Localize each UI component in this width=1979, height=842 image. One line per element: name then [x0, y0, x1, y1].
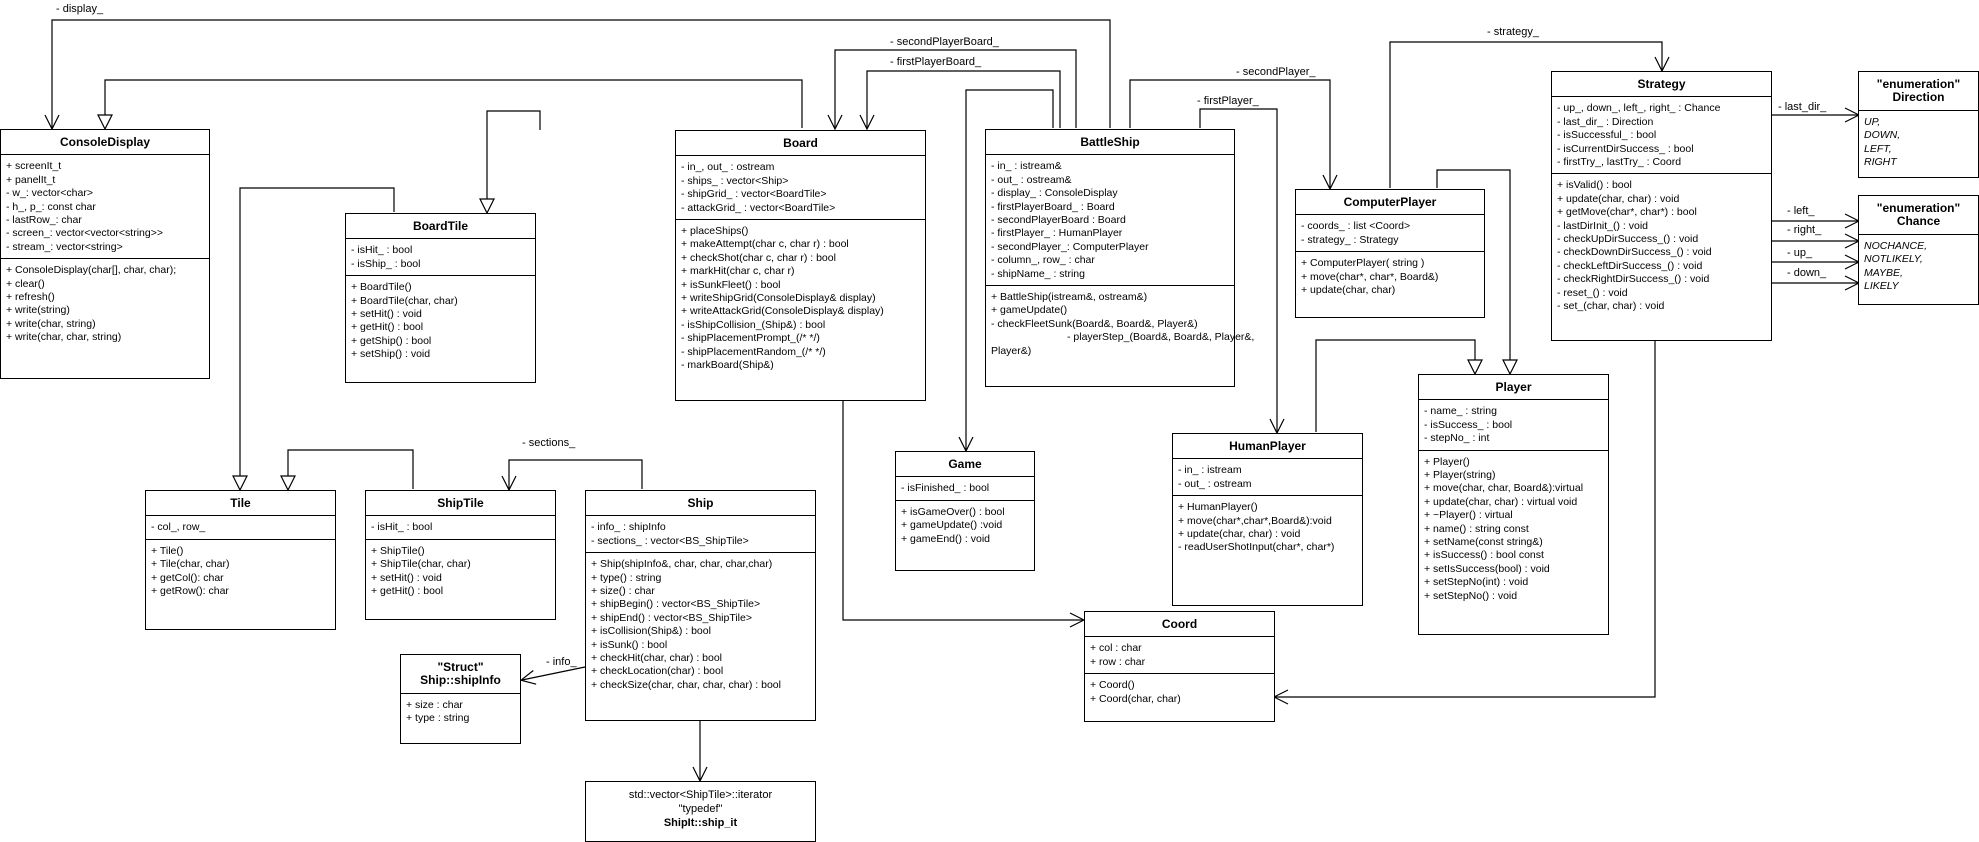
- operation: - shipPlacementPrompt_(/* */): [681, 332, 820, 345]
- typedef-line3: ShipIt::ship_it: [663, 817, 738, 829]
- operation: - checkUpDirSuccess_() : void: [1557, 233, 1699, 246]
- operation: - checkRightDirSuccess_() : void: [1557, 273, 1710, 286]
- attribute: - isSuccessful_ : bool: [1557, 129, 1657, 142]
- typedef-line1: std::vector<ShipTile>::iterator: [628, 789, 773, 801]
- operation: + write(char, string): [6, 317, 96, 330]
- operation: + writeAttackGrid(ConsoleDisplay& display): [681, 305, 884, 318]
- operation: Player&): [991, 344, 1032, 357]
- label-first-player: - firstPlayer_: [1197, 95, 1259, 107]
- operation: + Player(string): [1424, 469, 1496, 482]
- attribute: - in_ : istream&: [991, 160, 1062, 173]
- operation: + isValid() : bool: [1557, 179, 1632, 192]
- enum-chance: [1858, 195, 1979, 305]
- operations-section: [1419, 451, 1608, 607]
- attribute: + row : char: [1090, 655, 1146, 668]
- enum-value: MAYBE,: [1864, 266, 1903, 279]
- attribute: - in_, out_ : ostream: [681, 161, 775, 174]
- attributes-section: [1419, 400, 1608, 450]
- attribute: - up_, down_, left_, right_ : Chance: [1557, 102, 1721, 115]
- attributes-section: [146, 516, 335, 539]
- operation: + getCol(): char: [151, 571, 224, 584]
- class-header: [676, 131, 925, 156]
- attributes-section: [1, 155, 209, 259]
- class-ship: [585, 490, 816, 721]
- edge-shiptile-tile: [288, 450, 413, 489]
- class-header: [1859, 196, 1978, 235]
- class-name: ConsoleDisplay: [59, 135, 151, 149]
- operation: + isSuccess() : bool const: [1424, 549, 1544, 562]
- operations-section: [1296, 252, 1484, 301]
- operations-section: [896, 501, 1034, 550]
- operation: + getHit() : bool: [371, 585, 444, 598]
- class-game: [895, 451, 1035, 571]
- class-computer-player: [1295, 189, 1485, 318]
- operation: + write(string): [6, 304, 70, 317]
- class-board-tile: [345, 213, 536, 383]
- operations-section: [1, 259, 209, 348]
- operation: + setName(const string&): [1424, 536, 1543, 549]
- operation: + gameUpdate() :void: [901, 519, 1003, 532]
- operation: + BattleShip(istream&, ostream&): [991, 291, 1148, 304]
- operation: + getRow(): char: [151, 585, 229, 598]
- class-header: [1859, 72, 1978, 111]
- edge-first-board: [867, 71, 1060, 128]
- operation: + isSunkFleet() : bool: [681, 278, 781, 291]
- class-header: [1, 130, 209, 155]
- attribute: + col : char: [1090, 642, 1142, 655]
- operation: + Player(): [1424, 455, 1470, 468]
- operation: - checkDownDirSuccess_() : void: [1557, 246, 1712, 259]
- class-player: [1418, 374, 1609, 635]
- attribute: - column_, row_ : char: [991, 254, 1095, 267]
- attribute: - isHit_ : bool: [351, 244, 413, 257]
- class-name: Direction: [1892, 90, 1945, 105]
- class-tile: [145, 490, 336, 630]
- class-name: Coord: [1161, 617, 1198, 631]
- operation: + Tile(): [151, 544, 184, 557]
- class-coord: [1084, 611, 1275, 722]
- enum-direction: [1858, 71, 1979, 178]
- attribute: - isShip_ : bool: [351, 257, 421, 270]
- edge-sections: [509, 460, 642, 489]
- attribute: - strategy_ : Strategy: [1301, 233, 1399, 246]
- operation: + ShipTile(char, char): [371, 558, 471, 571]
- edge-board-console: [105, 80, 802, 128]
- attributes-section: [366, 516, 555, 539]
- class-ship-tile: [365, 490, 556, 620]
- operations-section: [366, 540, 555, 603]
- operation: - reset_() : void: [1557, 286, 1628, 299]
- class-header: [1296, 190, 1484, 215]
- operation: + isCollision(Ship&) : bool: [591, 625, 711, 638]
- enum-value: LEFT,: [1864, 142, 1892, 155]
- operation: - readUserShotInput(char*, char*): [1178, 541, 1335, 554]
- operation: + gameUpdate(): [991, 304, 1068, 317]
- attributes-section: [586, 516, 815, 553]
- attribute: - out_ : ostream&: [991, 173, 1072, 186]
- label-info: - info_: [546, 656, 577, 668]
- class-name: Strategy: [1637, 77, 1686, 91]
- operation: + BoardTile(): [351, 281, 412, 294]
- operation: + update(char, char) : virtual void: [1424, 495, 1578, 508]
- class-header: [366, 491, 555, 516]
- operation: - playerStep_(Board&, Board&, Player&,: [1067, 331, 1255, 344]
- class-header: [346, 214, 535, 239]
- attributes-section: [1085, 637, 1274, 674]
- attribute: - firstPlayerBoard_ : Board: [991, 200, 1115, 213]
- class-header: [586, 491, 815, 516]
- attribute: - coords_ : list <Coord>: [1301, 220, 1411, 233]
- attribute: - screen_: vector<vector<string>>: [6, 227, 163, 240]
- enum-values: [1859, 111, 1978, 174]
- operation: + writeShipGrid(ConsoleDisplay& display): [681, 292, 876, 305]
- attributes-section: [1552, 97, 1771, 174]
- class-name: Player: [1495, 380, 1532, 394]
- operation: - set_(char, char) : void: [1557, 300, 1665, 313]
- operation: + name() : string const: [1424, 522, 1529, 535]
- operation: - markBoard(Ship&): [681, 359, 774, 372]
- attribute: - lastRow_: char: [6, 214, 82, 227]
- attribute: - firstTry_, lastTry_ : Coord: [1557, 156, 1682, 169]
- enum-value: NOTLIKELY,: [1864, 253, 1923, 266]
- operation: + ComputerPlayer( string ): [1301, 257, 1425, 270]
- operation: + placeShips(): [681, 225, 749, 238]
- operation: + Tile(char, char): [151, 558, 230, 571]
- attribute: - sections_ : vector<BS_ShipTile>: [591, 534, 749, 547]
- enum-value: UP,: [1864, 115, 1881, 128]
- attribute: - isFinished_ : bool: [901, 482, 990, 495]
- operations-section: [1173, 496, 1362, 559]
- class-human-player: [1172, 433, 1363, 606]
- label-down: - down_: [1787, 267, 1827, 279]
- operation: - checkLeftDirSuccess_() : void: [1557, 259, 1703, 272]
- class-board: [675, 130, 926, 401]
- operation: + size() : char: [591, 585, 655, 598]
- attribute: - display_ : ConsoleDisplay: [991, 187, 1118, 200]
- class-header: [1419, 375, 1608, 400]
- operation: - isShipCollision_(Ship&) : bool: [681, 318, 826, 331]
- attribute: - stepNo_ : int: [1424, 432, 1490, 445]
- operation: + Coord(): [1090, 679, 1135, 692]
- attributes-section: [896, 477, 1034, 500]
- operation: + setHit() : void: [371, 571, 442, 584]
- class-header: [146, 491, 335, 516]
- class-header: [1173, 434, 1362, 459]
- operation: + type() : string: [591, 571, 662, 584]
- operation: + move(char*, char*, Board&): [1301, 270, 1439, 283]
- label-second-board: - secondPlayerBoard_: [890, 36, 999, 48]
- operation: - lastDirInit_() : void: [1557, 219, 1649, 232]
- label-strategy: - strategy_: [1487, 26, 1539, 38]
- edge-info: [522, 667, 585, 680]
- class-name: BoardTile: [412, 219, 469, 233]
- edge-board-boardtile: [487, 111, 540, 212]
- operations-section: [346, 276, 535, 365]
- class-name: HumanPlayer: [1229, 439, 1306, 453]
- label-sections: - sections_: [522, 437, 576, 449]
- class-name: ComputerPlayer: [1343, 195, 1437, 209]
- operation: + Ship(shipInfo&, char, char, char,char): [591, 558, 773, 571]
- enum-values: [1859, 235, 1978, 298]
- operation: + setShip() : void: [351, 348, 431, 361]
- attribute: - attackGrid_ : vector<BoardTile>: [681, 201, 836, 214]
- operation: + setStepNo() : void: [1424, 589, 1518, 602]
- attributes-section: [346, 239, 535, 276]
- class-name: ShipTile: [437, 496, 484, 510]
- attribute: - h_, p_: const char: [6, 200, 96, 213]
- attribute: - secondPlayerBoard : Board: [991, 214, 1126, 227]
- label-last-dir: - last_dir_: [1778, 101, 1827, 113]
- stereotype: "enumeration": [1876, 77, 1961, 91]
- class-name: Ship::shipInfo: [420, 673, 501, 688]
- stereotype: "Struct": [437, 660, 484, 674]
- attribute: + size : char: [406, 698, 463, 711]
- class-battleship: [985, 129, 1255, 387]
- operation: + update(char, char) : void: [1557, 192, 1680, 205]
- label-right: - right_: [1787, 224, 1822, 236]
- operations-section: [986, 286, 1255, 362]
- stereotype: "enumeration": [1876, 201, 1961, 215]
- operation: + setHit() : void: [351, 308, 422, 321]
- attribute: - in_ : istream: [1178, 464, 1242, 477]
- attribute: - col_, row_: [151, 521, 206, 534]
- class-header: [986, 130, 1234, 155]
- class-name: Board: [783, 136, 818, 150]
- label-first-board: - firstPlayerBoard_: [890, 56, 982, 68]
- attribute: - info_ : shipInfo: [591, 521, 666, 534]
- attribute: - last_dir_ : Direction: [1557, 115, 1654, 128]
- label-up: - up_: [1787, 247, 1813, 259]
- operation: + move(char, char, Board&):virtual: [1424, 482, 1584, 495]
- operation: + checkLocation(char) : bool: [591, 665, 724, 678]
- operation: - shipPlacementRandom_(/* */): [681, 345, 826, 358]
- enum-value: RIGHT: [1864, 156, 1897, 169]
- attribute: - shipGrid_ : vector<BoardTile>: [681, 188, 827, 201]
- class-header: [1552, 72, 1771, 97]
- attribute: - name_ : string: [1424, 405, 1497, 418]
- operation: + move(char*,char*,Board&):void: [1178, 514, 1332, 527]
- operation: + shipBegin() : vector<BS_ShipTile>: [591, 598, 761, 611]
- operation: + isGameOver() : bool: [901, 505, 1005, 518]
- class-header: [401, 655, 520, 694]
- attributes-section: [401, 694, 520, 730]
- operation: + checkHit(char, char) : bool: [591, 652, 723, 665]
- label-display: - display_: [56, 3, 104, 15]
- operations-section: [1552, 174, 1771, 317]
- operation: - checkFleetSunk(Board&, Board&, Player&): [991, 317, 1198, 330]
- operations-section: [146, 540, 335, 603]
- operation: + refresh(): [6, 291, 55, 304]
- attribute: + type : string: [406, 712, 470, 725]
- operations-section: [676, 220, 925, 376]
- operation: + isSunk() : bool: [591, 638, 668, 651]
- attribute: - ships_ : vector<Ship>: [681, 174, 789, 187]
- operation: + setStepNo(int) : void: [1424, 576, 1529, 589]
- operation: + BoardTile(char, char): [351, 294, 458, 307]
- attributes-section: [1173, 459, 1362, 496]
- attributes-section: [986, 155, 1234, 286]
- attribute: - w_: vector<char>: [6, 187, 93, 200]
- class-name: BattleShip: [1080, 135, 1140, 149]
- enum-value: DOWN,: [1864, 129, 1901, 142]
- typedef-line2: "typedef": [678, 803, 723, 815]
- operation: + ShipTile(): [371, 544, 425, 557]
- operation: + getHit() : bool: [351, 321, 424, 334]
- operation: + clear(): [6, 277, 45, 290]
- operation: + write(char, char, string): [6, 331, 122, 344]
- attribute: - isHit_ : bool: [371, 521, 433, 534]
- attribute: + panelIt_t: [6, 173, 56, 186]
- attribute: - secondPlayer_: ComputerPlayer: [991, 240, 1149, 253]
- label-left: - left_: [1787, 205, 1815, 217]
- attribute: - isCurrentDirSuccess_ : bool: [1557, 142, 1694, 155]
- class-console-display: [0, 129, 210, 379]
- operation: + getShip() : bool: [351, 334, 432, 347]
- operation: + checkShot(char c, char r) : bool: [681, 251, 836, 264]
- operation: + update(char, char): [1301, 284, 1396, 297]
- attribute: - shipName_ : string: [991, 267, 1085, 280]
- label-second-player: - secondPlayer_: [1236, 66, 1316, 78]
- class-name: Game: [948, 457, 982, 471]
- class-name: Chance: [1896, 214, 1941, 229]
- class-name: Tile: [230, 496, 251, 510]
- attribute: - firstPlayer_ : HumanPlayer: [991, 227, 1123, 240]
- attributes-section: [1296, 215, 1484, 252]
- operation: + ConsoleDisplay(char[], char, char);: [6, 264, 177, 277]
- operation: + checkSize(char, char, char, char) : bool: [591, 678, 781, 691]
- attribute: - stream_: vector<string>: [6, 240, 123, 253]
- attributes-section: [676, 156, 925, 220]
- operation: + getMove(char*, char*) : bool: [1557, 206, 1697, 219]
- operation: + ~Player() : virtual: [1424, 509, 1513, 522]
- class-header: [896, 452, 1034, 477]
- typedef-ship-it: [585, 781, 816, 842]
- enum-value: NOCHANCE,: [1864, 239, 1928, 252]
- operations-section: [586, 553, 815, 696]
- class-strategy: [1551, 71, 1772, 341]
- enum-value: LIKELY: [1864, 280, 1899, 293]
- operations-section: [1085, 674, 1274, 710]
- operation: + gameEnd() : void: [901, 532, 991, 545]
- class-header: [1085, 612, 1274, 637]
- attribute: - isSuccess_ : bool: [1424, 418, 1513, 431]
- attribute: + screenIt_t: [6, 160, 62, 173]
- operation: + Coord(char, char): [1090, 692, 1181, 705]
- operation: + shipEnd() : vector<BS_ShipTile>: [591, 611, 752, 624]
- operation: + setIsSuccess(bool) : void: [1424, 562, 1550, 575]
- operation: + update(char, char) : void: [1178, 528, 1301, 541]
- operation: + makeAttempt(char c, char r) : bool: [681, 238, 849, 251]
- struct-ship-info: [400, 654, 521, 744]
- operation: + markHit(char c, char r): [681, 265, 795, 278]
- attribute: - out_ : ostream: [1178, 477, 1252, 490]
- operation: + HumanPlayer(): [1178, 501, 1258, 514]
- class-name: Ship: [687, 496, 714, 510]
